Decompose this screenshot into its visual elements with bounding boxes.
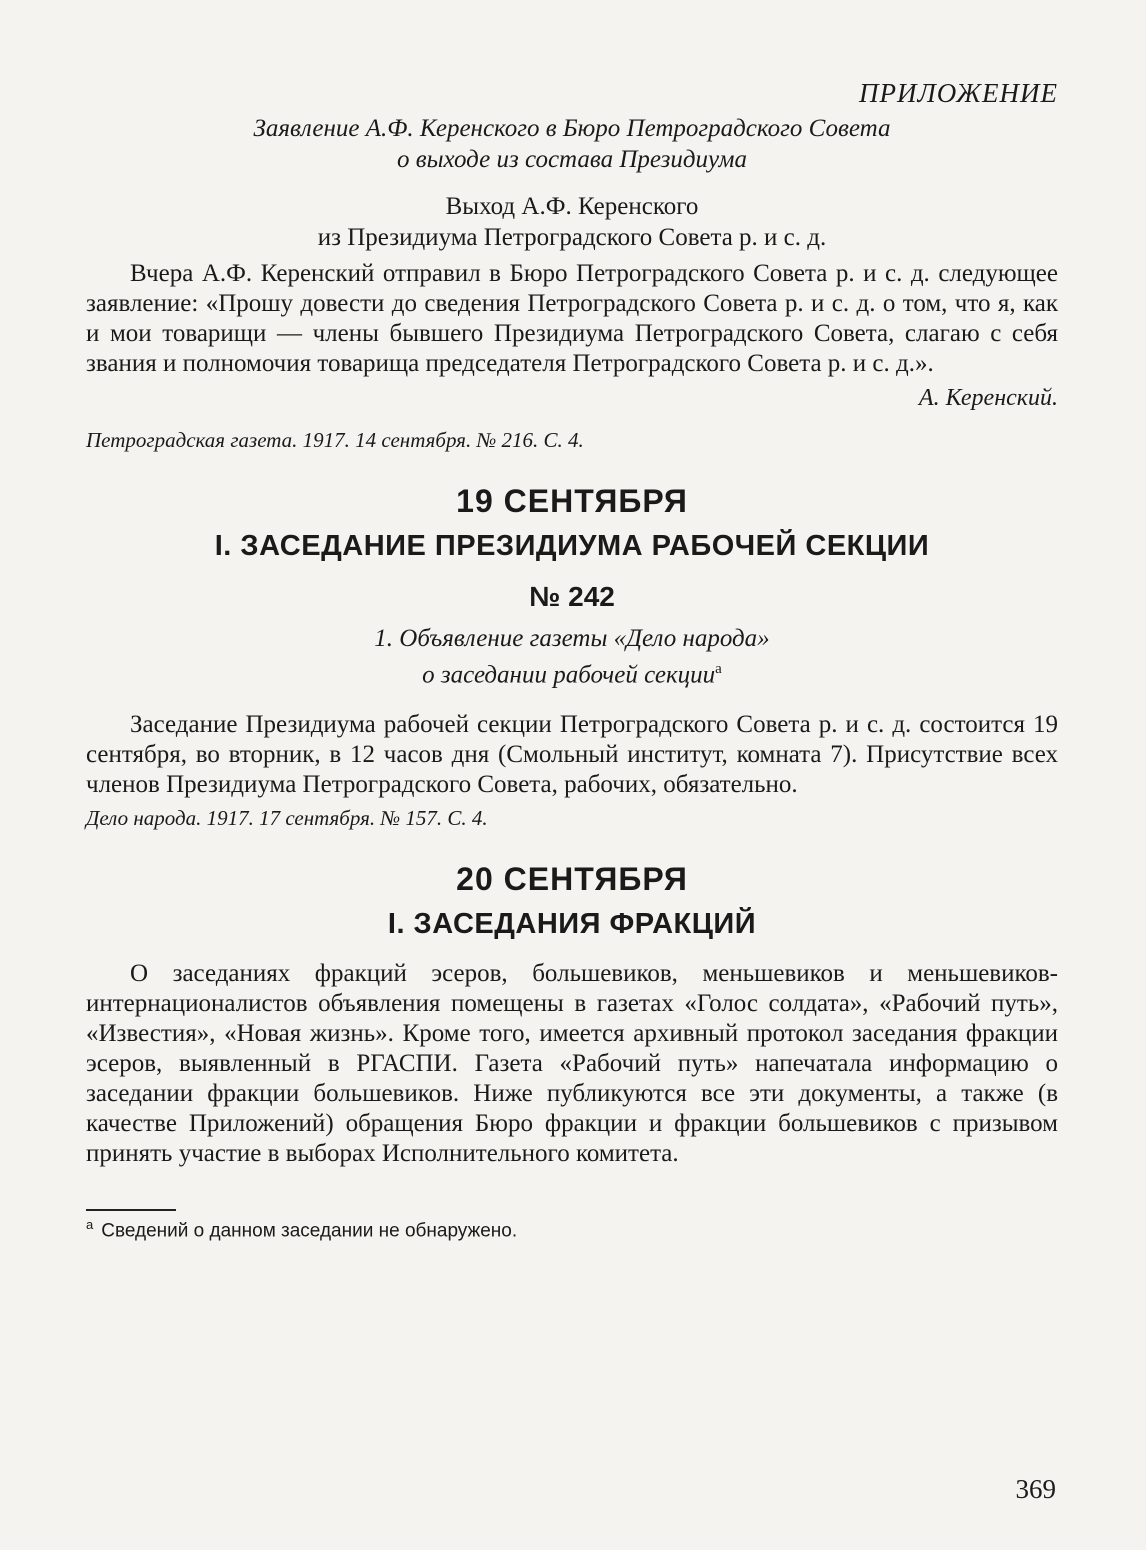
document-title-line2-text: о заседании рабочей секции bbox=[422, 661, 716, 689]
date-heading-sep20: 20 СЕНТЯБРЯ bbox=[456, 861, 688, 898]
appendix-body: Вчера А.Ф. Керенский отправил в Бюро Петроградского Совета р. и с. д. следующее заявление: «Прошу довести до сведения Петроградского Совета р. и с. д. о том, что я, как и мои товарищи — члены бывшего Президиума Петроградского Совета, слагаю с себя звания и полномочия товарища председателя Петроградского Совета р. и с. д.». bbox=[86, 260, 1058, 377]
announcement-source: Дело народа. 1917. 17 сентября. № 157. С. 4. bbox=[86, 806, 488, 831]
article-subtitle bbox=[86, 191, 1058, 253]
appendix-title-line1: Заявление А.Ф. Керенского в Бюро Петроградского Совета bbox=[253, 115, 891, 142]
section-heading-factions: I. ЗАСЕДАНИЯ ФРАКЦИЙ bbox=[387, 908, 757, 941]
appendix-title bbox=[86, 113, 1058, 175]
document-title-line2 bbox=[86, 654, 1058, 690]
article-subtitle-line2: из Президиума Петроградского Совета р. и с. д. bbox=[317, 224, 827, 251]
article-subtitle-line1: Выход А.Ф. Керенского bbox=[445, 193, 699, 220]
page-content bbox=[86, 72, 1058, 1243]
section-heading-presidium: I. ЗАСЕДАНИЕ ПРЕЗИДИУМА РАБОЧЕЙ СЕКЦИИ bbox=[214, 530, 930, 562]
footnote-marker: а bbox=[86, 1217, 94, 1233]
footnote bbox=[86, 1217, 1058, 1242]
document-title bbox=[86, 623, 1058, 690]
document-number: № 242 bbox=[529, 581, 615, 612]
document-title-line1: 1. Объявление газеты «Дело народа» bbox=[374, 625, 770, 652]
footnote-text: Сведений о данном заседании не обнаружено. bbox=[101, 1220, 518, 1242]
appendix-title-line2: о выходе из состава Президиума bbox=[397, 146, 747, 173]
appendix-label: ПРИЛОЖЕНИЕ bbox=[859, 78, 1058, 108]
appendix-source: Петроградская газета. 1917. 14 сентября. № 216. С. 4. bbox=[86, 428, 584, 452]
signature: А. Керенский. bbox=[918, 385, 1058, 411]
date-heading-sep19: 19 СЕНТЯБРЯ bbox=[456, 483, 688, 519]
footnote-divider bbox=[86, 1209, 176, 1211]
footnote-marker-ref: а bbox=[715, 661, 722, 677]
announcement-body: Заседание Президиума рабочей секции Петроградского Совета р. и с. д. состоится 19 сентября, во вторник, в 12 часов дня (Смольный институт, комната 7). Присутствие всех членов Президиума Петроградского Совета, рабочих, обязательно. bbox=[86, 711, 1058, 799]
factions-body: О заседаниях фракций эсеров, большевиков, меньшевиков и меньшевиков-интернационалистов объявления помещены в газетах «Голос солдата», «Рабочий путь», «Известия», «Новая жизнь». Кроме того, имеется архивный протокол заседания фракции эсеров, выявленный в РГАСПИ. Газета «Рабочий путь» напечатала информацию о заседании фракции большевиков. Ниже публикуются все эти документы, а также (в качестве Приложений) обращения Бюро фракции и фракции большевиков с призывом принять участие в выборах Исполнительного комитета. bbox=[86, 960, 1058, 1168]
page-number: 369 bbox=[1015, 1474, 1056, 1504]
